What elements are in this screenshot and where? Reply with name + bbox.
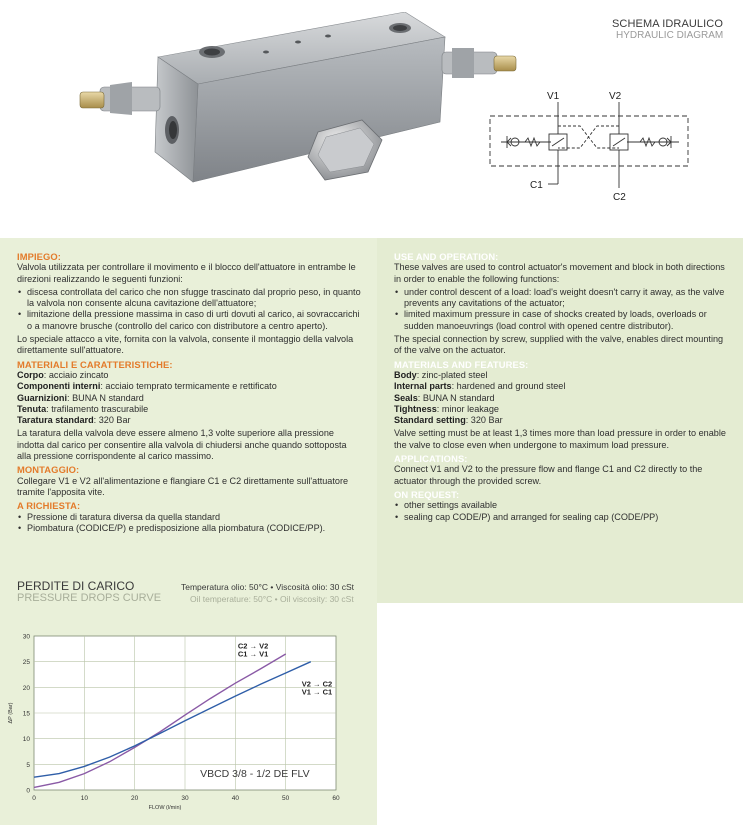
- materiali-row: Taratura standard: 320 Bar: [17, 415, 131, 426]
- impiego-heading: IMPIEGO:: [17, 251, 62, 262]
- italian-column: [17, 251, 362, 534]
- materiali-row: Corpo: acciaio zincato: [17, 369, 109, 380]
- request-bullet: • sealing cap CODE/P) and arranged for sealing cap (CODE/PP): [394, 512, 730, 523]
- applications-text: Connect V1 and V2 to the pressure flow and flange C1 and C2 directly to the actuator through the provided screw.: [394, 464, 703, 486]
- x-tick-label: 40: [231, 795, 239, 802]
- schema-title: SCHEMA IDRAULICO: [612, 18, 724, 30]
- impiego-text: Valvola utilizzata per controllare il movimento e il blocco dell'attuatore in entrambe le direzioni realizzando le seguenti funzioni:: [17, 262, 356, 284]
- y-tick-label: 5: [26, 761, 30, 769]
- richiesta-heading: A RICHIESTA:: [17, 500, 81, 512]
- series-label: V1 → C1: [301, 687, 333, 697]
- english-column: [394, 251, 730, 523]
- top-section: [0, 0, 743, 238]
- impiego-bullet: • limitazione della pressione massima in caso di urti dovuti al carico, ai sovraccarichi o a manovre brusche (controllo del carico con distributore a centro aperto).: [17, 309, 362, 332]
- hydraulic-schematic: [485, 90, 695, 205]
- port-v1-label: V1: [547, 91, 560, 102]
- schema-subtitle: HYDRAULIC DIAGRAM: [616, 30, 724, 41]
- applications-heading: APPLICATIONS:: [394, 453, 468, 465]
- x-tick-label: 0: [32, 795, 36, 802]
- blank-area: [377, 603, 743, 825]
- materials-row: Seals: BUNA N standard: [394, 392, 495, 403]
- y-tick-label: 20: [22, 684, 30, 692]
- request-bullet: • other settings available: [394, 500, 730, 511]
- x-tick-label: 10: [80, 795, 88, 802]
- x-tick-label: 30: [181, 795, 189, 802]
- x-axis-label: FLOW (l/min): [148, 805, 182, 811]
- materiali-row: Tenuta: trafilamento trascurabile: [17, 403, 149, 414]
- materiali-row: Componenti interni: acciaio temprato termicamente e rettificato: [17, 381, 277, 392]
- x-tick-label: 50: [282, 795, 290, 802]
- y-tick-label: 30: [22, 633, 30, 641]
- y-tick-label: 10: [22, 736, 30, 744]
- y-tick-label: 15: [22, 710, 30, 718]
- y-tick-label: 0: [26, 787, 30, 795]
- series-label: C2 → V2: [237, 641, 269, 651]
- impiego-note: Lo speciale attacco a vite, fornita con la valvola, consente il montaggio della valvola direttamente sull'attuatore.: [17, 334, 354, 356]
- pressure-drop-chart: [0, 618, 377, 825]
- chart-note-it: Temperatura olio: 50°C • Viscosità olio: 30 cSt: [181, 582, 354, 592]
- taratura-text: La taratura della valvola deve essere almeno 1,3 volte superiore alla pressione indotta dal carico per consentire alla valvola di chiudersi anche quando sottoposta alla pressione corrispondente al carico massimo.: [17, 428, 347, 462]
- materiali-heading: MATERIALI E CARATTERISTICHE:: [17, 358, 173, 370]
- use-bullet: • limited maximum pressure in case of shocks created by loads, overloads or sudden manoeuvrings (load control with opened centre distributor).: [394, 309, 730, 332]
- materiali-row: Guarnizioni: BUNA N standard: [17, 392, 144, 403]
- richiesta-bullet: • Pressione di taratura diversa da quella standard: [17, 512, 362, 523]
- port-c1-label: C1: [530, 180, 543, 191]
- materials-row: Tightness: minor leakage: [394, 403, 499, 414]
- montaggio-heading: MONTAGGIO:: [17, 464, 80, 476]
- chart-title-it: PERDITE DI CARICO: [17, 579, 135, 593]
- y-axis-label: ΔP (Bar): [8, 702, 14, 724]
- setting-text: Valve setting must be at least 1,3 times more than load pressure in order to enable the valve to close even when undergone to maximum load pressure.: [394, 428, 726, 450]
- materials-heading: MATERIALS AND FEATURES:: [394, 358, 529, 370]
- port-c2-label: C2: [613, 192, 626, 203]
- use-bullet: • under control descent of a load: load's weight doesn't carry it away, as the valve prevents any cavitations of the actuator;: [394, 287, 730, 310]
- x-tick-label: 20: [131, 795, 139, 802]
- use-text: These valves are used to control actuator's movement and block in both directions in order to enable the following functions:: [394, 262, 725, 284]
- materials-row: Body: zinc-plated steel: [394, 369, 488, 380]
- y-tick-label: 25: [22, 659, 30, 667]
- use-heading: USE AND OPERATION:: [394, 251, 499, 262]
- impiego-bullet: • discesa controllata del carico che non sfugge trascinato dal proprio peso, in quanto la valvola non consente alcuna cavitazione dell'attuatore;: [17, 287, 362, 310]
- materials-row: Standard setting: 320 Bar: [394, 415, 503, 426]
- materials-row: Internal parts: hardened and ground steel: [394, 381, 566, 392]
- request-heading: ON REQUEST:: [394, 488, 460, 500]
- x-tick-label: 60: [332, 795, 340, 802]
- series-label: V2 → C2: [301, 679, 333, 689]
- use-note: The special connection by screw, supplied with the valve, enables direct mounting of the valve on the actuator.: [394, 334, 724, 356]
- montaggio-text: Collegare V1 e V2 all'alimentazione e flangiare C1 e C2 direttamente sull'attuatore tramite l'apposita vite.: [17, 475, 349, 497]
- chart-title-en: PRESSURE DROPS CURVE: [17, 592, 162, 604]
- chart-annotation: VBCD 3/8 - 1/2 DE FLV: [200, 768, 310, 781]
- port-v2-label: V2: [609, 91, 622, 102]
- richiesta-bullet: • Piombatura (CODICE/P) e predisposizione alla piombatura (CODICE/PP).: [17, 523, 362, 534]
- valve-product-photo: [70, 12, 530, 227]
- series-label: C1 → V1: [237, 649, 269, 659]
- chart-note-en: Oil temperature: 50°C • Oil viscosity: 30 cSt: [190, 594, 354, 604]
